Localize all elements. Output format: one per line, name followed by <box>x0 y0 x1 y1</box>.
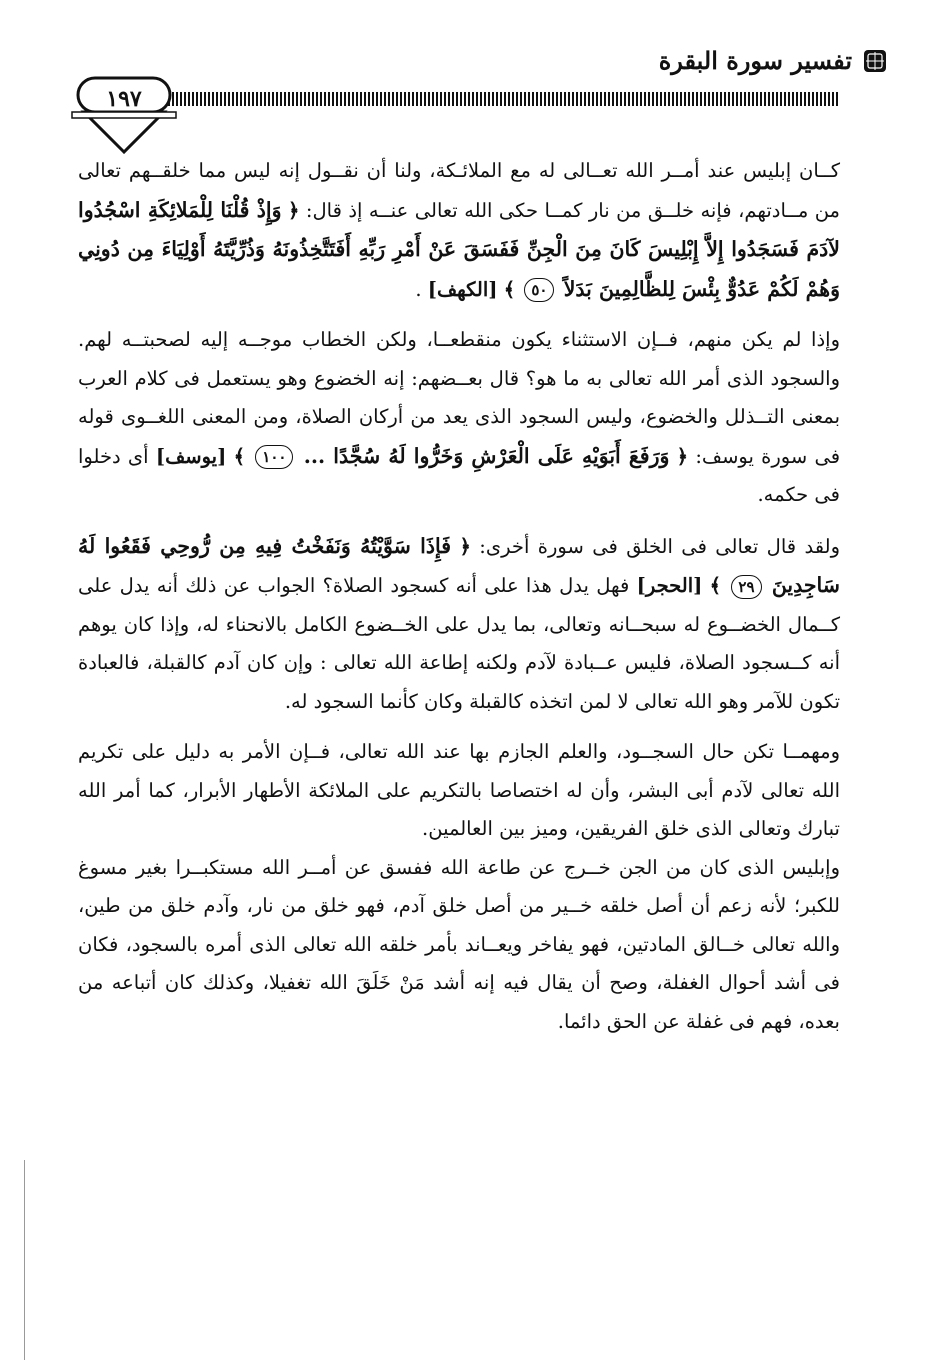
ornate-bracket-open: ﴿ <box>459 534 471 558</box>
paragraph-text: ولقد قال تعالى فى الخلق فى سورة أخرى: <box>470 534 840 558</box>
surah-reference: [الحجر] <box>636 574 703 597</box>
header-ornament-icon <box>862 48 888 74</box>
scan-margin-line <box>24 1160 25 1360</box>
ornate-bracket-close: ﴾ <box>233 444 246 468</box>
quran-verse: وَإِذْ قُلْنَا لِلْمَلائِكَةِ اسْجُدُوا لآدَمَ فَسَجَدُوا إِلاَّ إِبْلِيسَ كَانَ مِنَ الْجِنِّ فَفَسَقَ عَنْ أَمْرِ رَبِّهِ أَفَتَتَّخِذُونَهُ وَذُرِّيَّتَهُ أَوْلِيَاءَ مِن دُونِي وَهُمْ لَكُمْ عَدُوٌّ بِئْسَ لِلظَّالِمِينَ بَدَلاً <box>78 197 840 301</box>
quran-verse: وَرَفَعَ أَبَوَيْهِ عَلَى الْعَرْشِ وَخَرُّوا لَهُ سُجَّدًا ... <box>303 443 670 468</box>
paragraph-text-end: فهل يدل هذا على أنه كسجود الصلاة؟ الجواب عن ذلك أنه يدل على كــمال الخضــوع له سبحــانه وتعالى، بما يدل على الخــضوع الكامل بالانحناء له، وإذا كان يوهم أنه كــسجود الصلاة، فليس عــبادة لآدم ولكنه إطاعة الله تعالى : وإن كان آدم كالقبلة، فالعبادة تكون للآمر وهو الله تعالى لا لمن اتخذه كالقبلة وكان كأنما السجود له. <box>78 574 840 713</box>
paragraph-text: كــان إبليس عند أمــر الله تعــالى له مع الملائـكة، ولنا أن نقــول إنه ليس مما خلقــهم تعالى من مــادتهم، فإنه خلــق من نار كمــا حكى الله تعالى عنــه إذ قال: <box>78 159 841 222</box>
paragraph-text-end: أى دخلوا فى حكمه. <box>78 444 840 506</box>
surah-reference: [يوسف] <box>155 444 227 468</box>
page-body <box>78 152 840 1041</box>
paragraph-text-end: . <box>415 277 422 301</box>
ornate-bracket-close: ﴾ <box>503 277 516 301</box>
surah-reference: [الكهف] <box>427 277 498 301</box>
paragraph-text: ومهمــا تكن حال السجــود، والعلم الجازم بها عند الله تعالى، فــإن الأمر به دليل على تكريم الله تعالى لآدم أبى البشر، وأن له اختصاصا بالتكريم على الملائكة الأطهار الأبرار، كما أمر الله تبارك وتعالى الذى خلق الفريقين، وميز بين العالمين. <box>78 740 840 840</box>
page-number: ١٩٧ <box>106 86 142 112</box>
ornate-bracket-open: ﴿ <box>288 198 300 222</box>
header-divider <box>160 92 840 106</box>
quran-verse: فَإِذَا سَوَّيْتُهُ وَنَفَخْتُ فِيهِ مِن رُّوحِي فَقَعُوا لَهُ سَاجِدِينَ <box>78 533 840 597</box>
paragraph-text: وإذا لم يكن منهم، فــإن الاستثناء يكون منقطعــا، ولكن الخطاب موجــه إليه لصحبتــه لهم. والسجود الذى أمر الله تعالى به ما هو؟ قال بعــضهم: إنه الخضوع وهو يستعمل فى كلام العرب بمعنى التــذلل والخضوع، وليس السجود الذى يعد من أركان الصلاة، ومن المعنى اللغــوى قوله فى سورة يوسف: <box>78 328 841 468</box>
paragraph-4 <box>78 733 840 849</box>
paragraph-text: وإبليس الذى كان من الجن خــرج عن طاعة الله ففسق عن أمــر الله مستكبــرا بغير مسوغ للكبر؛ لأنه زعم أن أصل خلقه خــير من أصل خلق آدم، فهو خلق من نار، وآدم خلق من طين، والله تعالى خــالق المادتين، فهو يفاخر ويعــاند بأمر خلقه الله تعالى الذى أمره بالسجود، فكان فى أشد أحوال الغفلة، وصح أن يقال فيه إنه أشد مَنْ خَلَقَ الله تغفيلا، وكذلك كان أتباعه من بعده، فهم فى غفلة عن الحق دائما. <box>78 855 840 1033</box>
surah-title: تفسير سورة البقرة <box>658 46 852 75</box>
paragraph-3 <box>78 527 840 722</box>
verse-number-marker: ٢٩ <box>731 575 761 599</box>
ornate-bracket-open: ﴿ <box>676 444 689 468</box>
paragraph-2 <box>78 321 840 515</box>
verse-number-marker: ٥٠ <box>524 278 554 302</box>
ornate-bracket-close: ﴾ <box>709 574 722 597</box>
verse-number-marker: ١٠٠ <box>255 445 293 469</box>
running-header <box>659 46 888 75</box>
paragraph-5 <box>78 849 840 1042</box>
paragraph-1 <box>78 152 840 309</box>
